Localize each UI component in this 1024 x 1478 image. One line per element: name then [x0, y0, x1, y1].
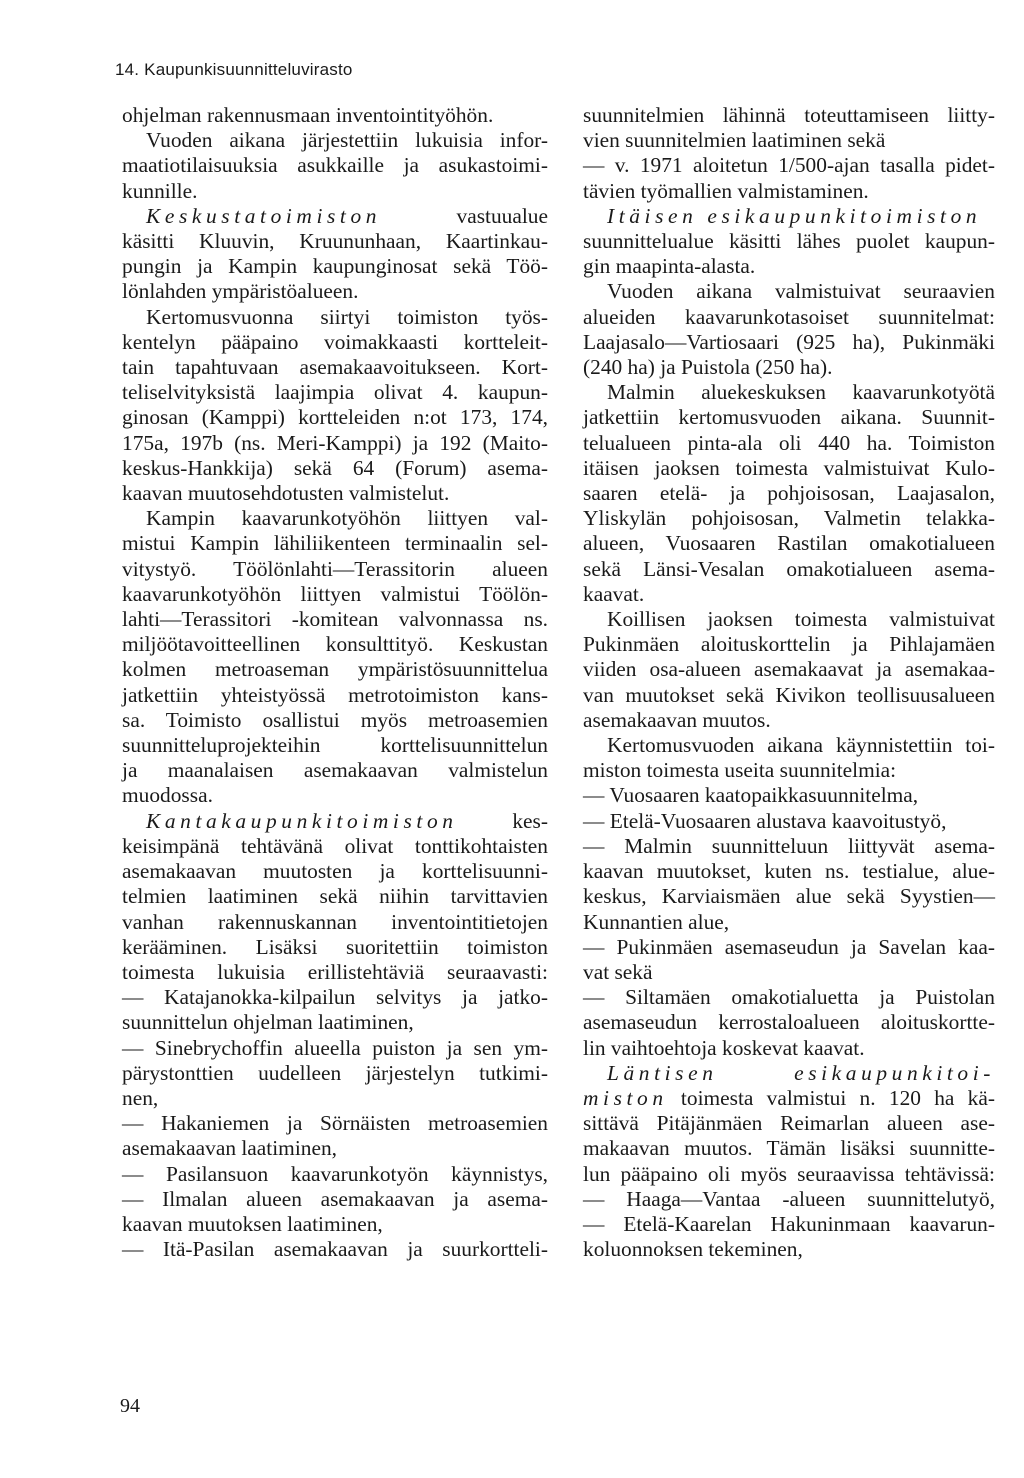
- text-line: vien suunnitelmien laatiminen sekä: [583, 128, 886, 153]
- text-line: asemakaavan muutos.: [583, 707, 771, 732]
- text-line: lönlahden ympäristöalueen.: [122, 279, 359, 304]
- text-line: kaavan muutokset, kuten ns. testialue, alue-: [583, 859, 995, 884]
- text-line: [583, 1086, 995, 1111]
- text-line: — Malmin suunnitteluun liittyvät asema-: [583, 833, 995, 858]
- text-line: miljöötavoitteellinen konsulttityö. Keskustan: [122, 632, 548, 657]
- text-line: 175a, 197b (ns. Meri-Kamppi) ja 192 (Maito-: [122, 430, 548, 455]
- text-line: Malmin aluekeskuksen kaavarunkotyötä: [607, 380, 995, 405]
- text-line: — Etelä-Kaarelan Hakuninmaan kaavarun-: [583, 1211, 995, 1236]
- text-line: itäisen jaoksen toimesta valmistuivat Kulo-: [583, 455, 995, 480]
- text-line: Pukinmäen aloituskorttelin ja Pihlajamäen: [583, 632, 995, 657]
- text-line: vanhan rakennuskannan inventointitietojen: [122, 909, 548, 934]
- text-line: Koillisen jaoksen toimesta valmistuivat: [607, 607, 995, 632]
- text-line: kerääminen. Lisäksi suoritettiin toimiston: [122, 934, 548, 959]
- text-line: van muutokset sekä Kivikon teollisuusalueen: [583, 682, 995, 707]
- text-line: kaavarunkotyöhön liittyen valmistui Töölön-: [122, 581, 548, 606]
- text-line: Vuoden aikana järjestettiin lukuisia infor-: [146, 128, 548, 153]
- text-line: pärystonttien uudelleen järjestelyn tutkimi-: [122, 1060, 548, 1085]
- text-line: vitystyö. Töölönlahti—Terassitorin alueen: [122, 556, 548, 581]
- text-line: alueiden kaavarunkotasoiset suunnitelmat:: [583, 304, 995, 329]
- text-line: alueen, Vuosaaren Rastilan omakotialueen: [583, 531, 995, 556]
- text-line: sittävä Pitäjänmäen Reimarlan alueen ase-: [583, 1111, 995, 1136]
- text-run: vastuualue: [381, 203, 548, 228]
- spaced-heading: Kantakaupunkitoimiston: [146, 808, 458, 833]
- text-line: miston toimesta useita suunnitelmia:: [583, 758, 897, 783]
- text-line: lun pääpaino oli myös seuraavissa tehtävissä:: [583, 1161, 995, 1186]
- text-line: vat sekä: [583, 959, 653, 984]
- text-line: asemakaavan laatiminen,: [122, 1136, 337, 1161]
- text-line: suunnitteluprojekteihin korttelisuunnittelun: [122, 733, 548, 758]
- text-line: kunnille.: [122, 178, 198, 203]
- text-line: kaavat.: [583, 581, 645, 606]
- text-line: suunnittelualue käsitti lähes puolet kaupun-: [583, 229, 995, 254]
- text-line: kentelyn pääpaino voimakkaasti kortteleit-: [122, 329, 548, 354]
- text-line: toimesta lukuisia erillistehtäviä seuraavasti:: [122, 959, 548, 984]
- text-line: maatiotilaisuuksia asukkaille ja asukastoimi-: [122, 153, 548, 178]
- text-line: keskus-Hankkija) sekä 64 (Forum) asema-: [122, 455, 548, 480]
- text-line: muodossa.: [122, 783, 213, 808]
- text-line: Laajasalo—Vartiosaari (925 ha), Pukinmäki: [583, 329, 995, 354]
- text-line: — Etelä-Vuosaaren alustava kaavoitustyö,: [583, 808, 947, 833]
- text-line: — Pasilansuon kaavarunkotyön käynnistys,: [122, 1161, 548, 1186]
- text-line: — v. 1971 aloitetun 1/500-ajan tasalla pidet-: [583, 153, 995, 178]
- spaced-heading: miston: [583, 1085, 668, 1110]
- text-line: — Sinebrychoffin alueella puiston ja sen ym-: [122, 1035, 548, 1060]
- text-line: [583, 1061, 995, 1086]
- text-line: telualueen pinta-ala oli 440 ha. Toimiston: [583, 430, 995, 455]
- spaced-heading: Läntisen esikaupunkitoi-: [607, 1060, 995, 1085]
- text-run: toimesta valmistui n. 120 ha kä-: [667, 1085, 995, 1110]
- text-line: — Hakaniemen ja Sörnäisten metroasemien: [122, 1111, 548, 1136]
- text-line: keisimpänä tehtävänä olivat tonttikohtaisten: [122, 833, 548, 858]
- text-line: käsitti Kluuvin, Kruununhaan, Kaartinkau-: [122, 229, 548, 254]
- text-line: ohjelman rakennusmaan inventointityöhön.: [122, 103, 494, 127]
- text-line: — Pukinmäen asemaseudun ja Savelan kaa-: [583, 934, 995, 959]
- text-line: [583, 204, 995, 229]
- text-line: [122, 204, 548, 229]
- text-line: Kertomusvuoden aikana käynnistettiin toi-: [607, 733, 995, 758]
- text-line: (240 ha) ja Puistola (250 ha).: [583, 355, 833, 380]
- text-line: makaavan muutos. Tämän lisäksi suunnitte-: [583, 1136, 995, 1161]
- text-line: ginosan (Kamppi) kortteleiden n:ot 173, 174,: [122, 405, 548, 430]
- text-line: — Katajanokka-kilpailun selvitys ja jatko-: [122, 985, 548, 1010]
- text-line: Yliskylän pohjoisosan, Valmetin telakka-: [583, 506, 995, 531]
- text-line: [122, 809, 548, 834]
- text-line: sa. Toimisto osallistui myös metroasemien: [122, 707, 548, 732]
- text-line: suunnitelmien lähinnä toteuttamiseen liitty-: [583, 103, 995, 127]
- text-line: telmien laatiminen sekä niihin tarvittavien: [122, 884, 548, 909]
- text-line: Kunnantien alue,: [583, 909, 730, 934]
- text-line: viiden osa-alueen asemakaavat ja asemakaa-: [583, 657, 995, 682]
- text-line: kaavan muutoksen laatiminen,: [122, 1211, 383, 1236]
- text-line: Kertomusvuonna siirtyi toimiston työs-: [146, 304, 548, 329]
- text-line: teliselvityksistä laajimpia olivat 4. kaupun-: [122, 380, 548, 405]
- text-line: lin vaihtoehtoja koskevat kaavat.: [583, 1035, 865, 1060]
- page-number: 94: [120, 1395, 140, 1417]
- spaced-heading: Itäisen esikaupunkitoimiston: [607, 203, 982, 228]
- text-line: asemaseudun kerrostaloalueen aloituskortte-: [583, 1010, 995, 1035]
- spaced-heading: Keskustatoimiston: [146, 203, 382, 228]
- text-line: keskus, Karviaismäen alue sekä Syystien—: [583, 884, 995, 909]
- text-line: suunnittelun ohjelman laatiminen,: [122, 1010, 414, 1035]
- text-line: koluonnoksen tekeminen,: [583, 1237, 803, 1262]
- text-line: Kampin kaavarunkotyöhön liittyen val-: [146, 506, 548, 531]
- text-line: kaavan muutosehdotusten valmistelut.: [122, 481, 450, 506]
- text-line: nen,: [122, 1085, 159, 1110]
- text-line: — Vuosaaren kaatopaikkasuunnitelma,: [583, 783, 919, 808]
- left-column: [122, 103, 548, 1262]
- text-line: tävien työmallien valmistaminen.: [583, 178, 869, 203]
- text-line: pungin ja Kampin kaupunginosat sekä Töö-: [122, 254, 548, 279]
- text-line: — Haaga—Vantaa -alueen suunnittelutyö,: [583, 1186, 995, 1211]
- text-line: tain tapahtuvaan asemakaavoitukseen. Kort-: [122, 355, 548, 380]
- text-line: lahti—Terassitori -komitean valvonnassa ns.: [122, 607, 548, 632]
- text-line: ja maanalaisen asemakaavan valmistelun: [122, 758, 548, 783]
- text-line: kolmen metroaseman ympäristösuunnittelua: [122, 657, 548, 682]
- running-header: 14. Kaupunkisuunnitteluvirasto: [115, 60, 353, 79]
- text-run: kes-: [457, 808, 548, 833]
- text-line: — Siltamäen omakotialuetta ja Puistolan: [583, 985, 995, 1010]
- text-line: saaren etelä- ja pohjoisosan, Laajasalon,: [583, 481, 995, 506]
- text-line: — Itä-Pasilan asemakaavan ja suurkortteli-: [122, 1237, 548, 1262]
- text-line: jatkettiin kertomusvuoden aikana. Suunnit-: [583, 405, 995, 430]
- text-line: asemakaavan muutosten ja korttelisuunni-: [122, 859, 548, 884]
- text-line: sekä Länsi-Vesalan omakotialueen asema-: [583, 556, 995, 581]
- text-line: gin maapinta-alasta.: [583, 254, 756, 279]
- text-line: — Ilmalan alueen asemakaavan ja asema-: [122, 1186, 548, 1211]
- right-column: [583, 103, 995, 1262]
- text-line: mistui Kampin lähiliikenteen terminaalin sel-: [122, 531, 548, 556]
- text-line: Vuoden aikana valmistuivat seuraavien: [607, 279, 995, 304]
- text-line: jatkettiin yhteistyössä metrotoimiston kans-: [122, 682, 548, 707]
